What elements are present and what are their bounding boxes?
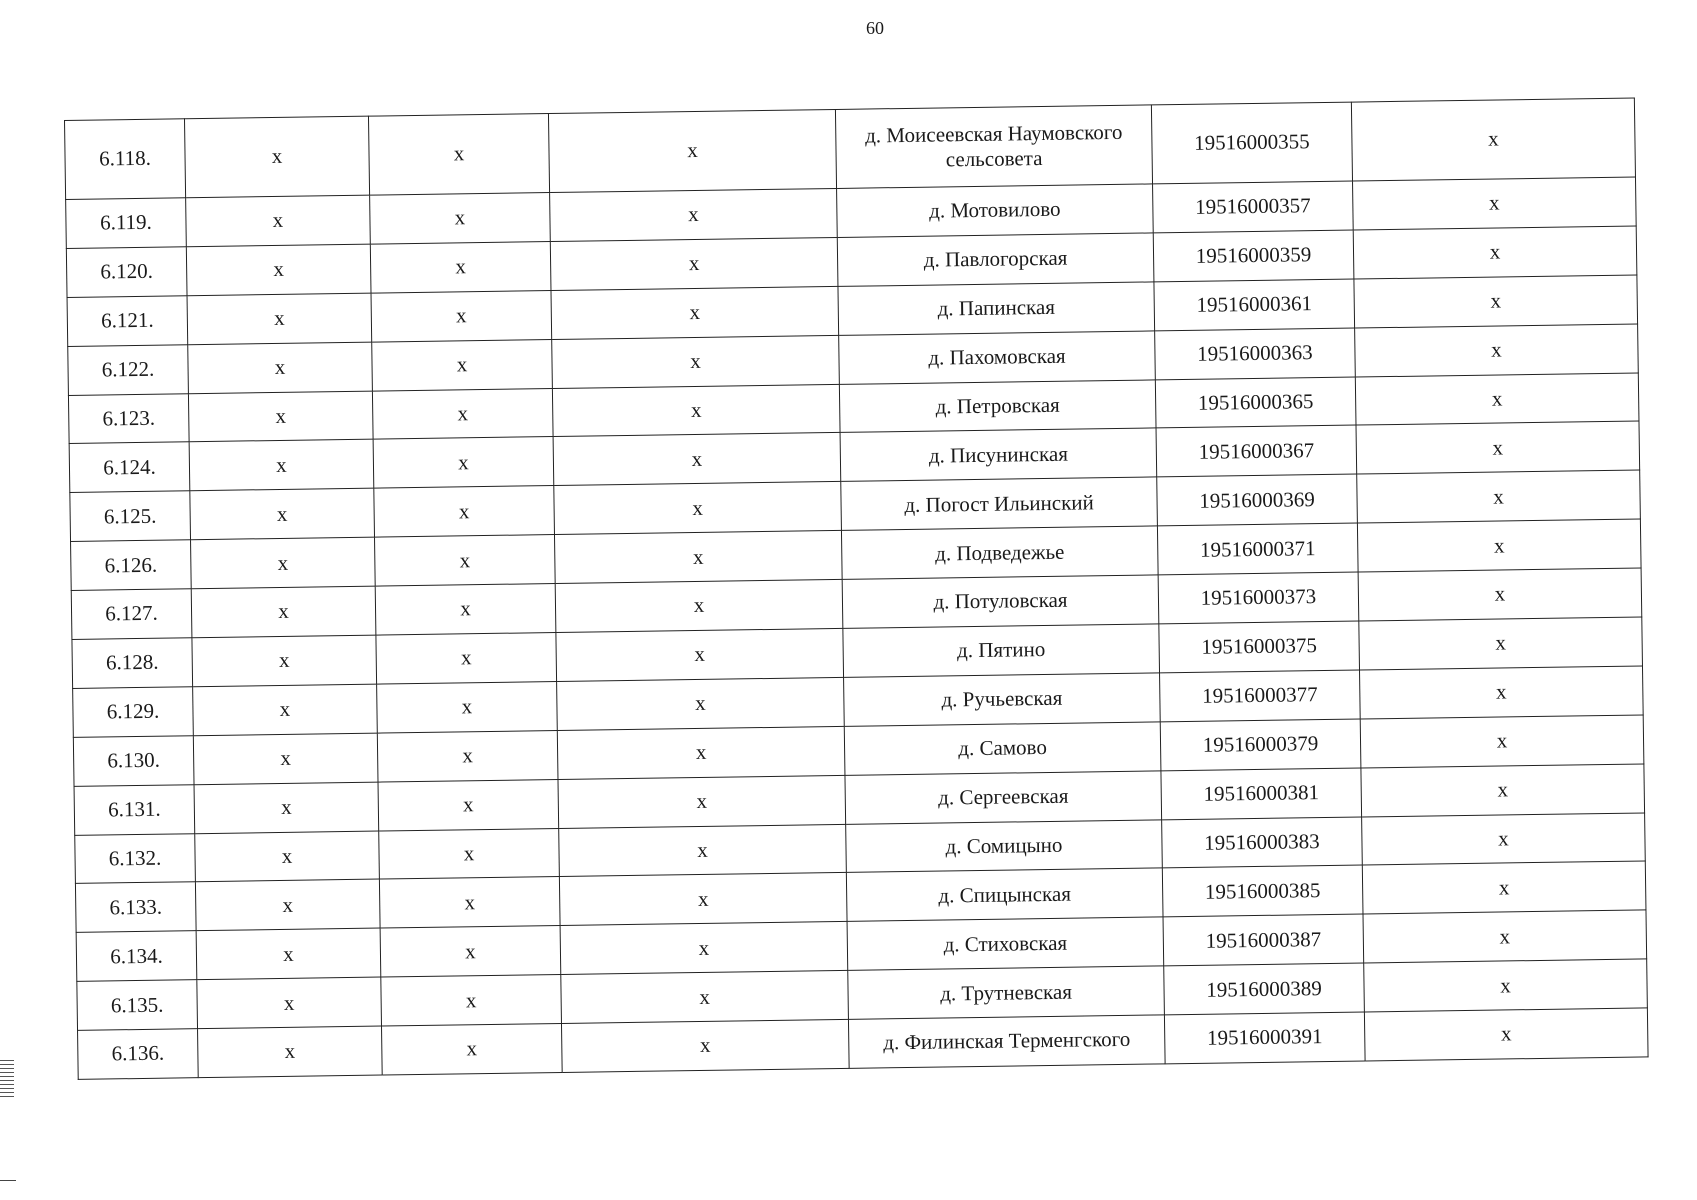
binder-marks xyxy=(0,1060,14,1100)
x-cell: x xyxy=(186,244,371,296)
oktmo-code-cell: 19516000359 xyxy=(1153,230,1354,282)
x-cell: x xyxy=(557,726,845,779)
settlements-table xyxy=(64,98,1649,1080)
oktmo-code-cell: 19516000373 xyxy=(1158,572,1359,624)
x-cell: x xyxy=(197,977,382,1029)
locality-cell: д. Папинская xyxy=(838,282,1155,335)
x-cell: x xyxy=(552,335,840,388)
x-cell: x xyxy=(551,286,839,339)
x-cell: x xyxy=(1364,1008,1648,1061)
x-cell: x xyxy=(554,531,842,584)
x-cell: x xyxy=(559,873,847,926)
x-cell: x xyxy=(370,193,551,244)
x-cell: x xyxy=(377,730,558,781)
x-cell: x xyxy=(1355,324,1639,377)
row-number-cell: 6.121. xyxy=(67,296,188,347)
x-cell: x xyxy=(374,486,555,537)
locality-cell: д. Подведежье xyxy=(841,526,1158,579)
x-cell: x xyxy=(1362,861,1646,914)
x-cell: x xyxy=(556,628,844,681)
row-number-cell: 6.122. xyxy=(68,344,189,395)
x-cell: x xyxy=(190,488,375,540)
x-cell: x xyxy=(194,782,379,834)
locality-cell: д. Трутневская xyxy=(848,966,1165,1019)
row-number-cell: 6.124. xyxy=(69,442,190,493)
row-number-cell: 6.127. xyxy=(71,589,192,640)
locality-cell: д. Пятино xyxy=(843,624,1160,677)
x-cell: x xyxy=(192,635,377,687)
oktmo-code-cell: 19516000379 xyxy=(1160,719,1361,771)
row-number-cell: 6.119. xyxy=(66,198,187,249)
x-cell: x xyxy=(370,241,551,292)
row-number-cell: 6.135. xyxy=(77,980,198,1031)
x-cell: x xyxy=(368,114,549,196)
oktmo-code-cell: 19516000355 xyxy=(1151,102,1352,184)
x-cell: x xyxy=(372,339,553,390)
locality-cell: д. Филинская Терменгского xyxy=(848,1015,1165,1068)
locality-cell: д. Павлогорская xyxy=(837,233,1154,286)
locality-cell: д. Спицынская xyxy=(846,868,1163,921)
table-body xyxy=(65,98,1649,1079)
locality-cell: д. Самово xyxy=(844,722,1161,775)
x-cell: x xyxy=(1356,421,1640,474)
oktmo-code-cell: 19516000387 xyxy=(1163,914,1364,966)
x-cell: x xyxy=(561,1020,849,1073)
x-cell: x xyxy=(555,580,843,633)
row-number-cell: 6.130. xyxy=(73,736,194,787)
x-cell: x xyxy=(1354,275,1638,328)
locality-cell: д. Мотовилово xyxy=(837,184,1154,237)
x-cell: x xyxy=(554,482,842,535)
oktmo-code-cell: 19516000385 xyxy=(1162,865,1363,917)
x-cell: x xyxy=(1359,617,1643,670)
x-cell: x xyxy=(558,775,846,828)
x-cell: x xyxy=(553,433,841,486)
x-cell: x xyxy=(375,584,556,635)
x-cell: x xyxy=(1353,177,1637,230)
row-number-cell: 6.133. xyxy=(75,882,196,933)
oktmo-code-cell: 19516000391 xyxy=(1164,1012,1365,1064)
x-cell: x xyxy=(381,975,562,1026)
oktmo-code-cell: 19516000371 xyxy=(1157,523,1358,575)
x-cell: x xyxy=(196,928,381,980)
x-cell: x xyxy=(191,586,376,638)
table-container xyxy=(64,98,1649,1080)
x-cell: x xyxy=(560,922,848,975)
x-cell: x xyxy=(1358,568,1642,621)
x-cell: x xyxy=(193,684,378,736)
locality-cell: д. Сергеевская xyxy=(845,771,1162,824)
x-cell: x xyxy=(1355,373,1639,426)
x-cell: x xyxy=(550,188,838,241)
x-cell: x xyxy=(548,109,836,192)
x-cell: x xyxy=(195,831,380,883)
x-cell: x xyxy=(191,537,376,589)
x-cell: x xyxy=(189,440,374,492)
x-cell: x xyxy=(1360,666,1644,719)
oktmo-code-cell: 19516000365 xyxy=(1155,377,1356,429)
x-cell: x xyxy=(188,342,373,394)
x-cell: x xyxy=(378,779,559,830)
x-cell: x xyxy=(1364,959,1648,1012)
oktmo-code-cell: 19516000361 xyxy=(1154,279,1355,331)
x-cell: x xyxy=(184,116,369,198)
oktmo-code-cell: 19516000377 xyxy=(1160,670,1361,722)
row-number-cell: 6.132. xyxy=(75,833,196,884)
x-cell: x xyxy=(187,293,372,345)
locality-cell: д. Ручьевская xyxy=(844,673,1161,726)
row-number-cell: 6.129. xyxy=(73,687,194,738)
x-cell: x xyxy=(188,391,373,443)
row-number-cell: 6.125. xyxy=(70,491,191,542)
x-cell: x xyxy=(195,880,380,932)
oktmo-code-cell: 19516000389 xyxy=(1164,963,1365,1015)
row-number-cell: 6.118. xyxy=(65,119,186,200)
margin-dash xyxy=(0,1180,16,1181)
x-cell: x xyxy=(379,828,560,879)
x-cell: x xyxy=(373,437,554,488)
row-number-cell: 6.123. xyxy=(68,393,189,444)
x-cell: x xyxy=(1353,226,1637,279)
x-cell: x xyxy=(382,1024,563,1075)
x-cell: x xyxy=(379,877,560,928)
oktmo-code-cell: 19516000367 xyxy=(1156,425,1357,477)
x-cell: x xyxy=(1351,98,1635,181)
locality-cell: д. Петровская xyxy=(839,379,1156,432)
row-number-cell: 6.120. xyxy=(66,247,187,298)
row-number-cell: 6.134. xyxy=(76,931,197,982)
oktmo-code-cell: 19516000375 xyxy=(1159,621,1360,673)
row-number-cell: 6.126. xyxy=(71,540,192,591)
oktmo-code-cell: 19516000381 xyxy=(1161,768,1362,820)
locality-cell: д. Сомицыно xyxy=(846,819,1163,872)
x-cell: x xyxy=(1361,764,1645,817)
row-number-cell: 6.136. xyxy=(78,1029,199,1080)
locality-cell: д. Писунинская xyxy=(840,428,1157,481)
oktmo-code-cell: 19516000357 xyxy=(1153,181,1354,233)
x-cell: x xyxy=(1357,470,1641,523)
x-cell: x xyxy=(1357,519,1641,572)
locality-cell: д. Стиховская xyxy=(847,917,1164,970)
x-cell: x xyxy=(371,290,552,341)
x-cell: x xyxy=(561,971,849,1024)
x-cell: x xyxy=(193,733,378,785)
x-cell: x xyxy=(559,824,847,877)
locality-cell: д. Моисеевская Наумовского сельсовета xyxy=(835,105,1152,189)
x-cell: x xyxy=(375,535,556,586)
oktmo-code-cell: 19516000383 xyxy=(1162,817,1363,869)
x-cell: x xyxy=(1360,715,1644,768)
locality-cell: д. Погост Ильинский xyxy=(841,477,1158,530)
x-cell: x xyxy=(198,1026,383,1078)
x-cell: x xyxy=(376,633,557,684)
x-cell: x xyxy=(380,926,561,977)
x-cell: x xyxy=(186,195,371,247)
page-number: 60 xyxy=(866,18,884,38)
row-number-cell: 6.131. xyxy=(74,784,195,835)
x-cell: x xyxy=(550,237,838,290)
row-number-cell: 6.128. xyxy=(72,638,193,689)
x-cell: x xyxy=(1363,910,1647,963)
x-cell: x xyxy=(557,677,845,730)
oktmo-code-cell: 19516000369 xyxy=(1157,474,1358,526)
locality-cell: д. Потуловская xyxy=(842,575,1159,628)
x-cell: x xyxy=(372,388,553,439)
x-cell: x xyxy=(1362,813,1646,866)
oktmo-code-cell: 19516000363 xyxy=(1155,328,1356,380)
x-cell: x xyxy=(552,384,840,437)
locality-cell: д. Пахомовская xyxy=(839,331,1156,384)
x-cell: x xyxy=(377,681,558,732)
